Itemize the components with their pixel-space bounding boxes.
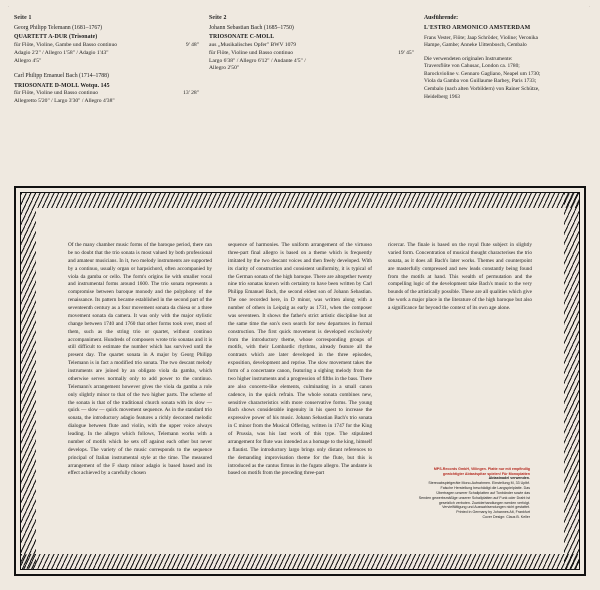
work-scoring: 13' 28" für Flöte, Violine und Basso continuo	[14, 89, 199, 96]
corner-mark-left: ·	[8, 4, 10, 9]
colophon-line: gewichtigter Abtastspitze spielen! Für Monoplatten	[442, 471, 530, 476]
composer-name: Carl Philipp Emanuel Bach (1714–1788)	[14, 73, 109, 80]
side-1-column	[14, 14, 199, 113]
colophon-line: Falsche Herstellung beschädigt die Langspielplatte. Das	[440, 486, 530, 491]
composer-name: Georg Philipp Telemann (1681–1767)	[14, 25, 103, 32]
work-subtitle: aus „Musikalisches Opfer" BWV 1079	[209, 41, 297, 48]
colophon-line: Übertragen unserer Schallplatten auf Tonbänder sowie das	[436, 490, 530, 495]
liner-paragraph: sequence of harmonies. The uniform arrangement of the virtuoso three-part final allegro is based on a theme which is frequently imitated by the two descant voices and then freely developed. With its clarity of construction and consistent uniformity, it is typical of the German sonata of the high baroque. There are altogether twenty nine trio sonatas known with certainty to have been written by Carl Philipp Emanuel Bach, the second eldest son of Johann Sebastian. The one recorded here, in D minor, was written along with a number of others in Leipzig as early as 1731, when the composer was seventeen. It shows the father's strict artistic discipline but at the same time the son's own search for new departures in formal construction. The first quick movement is developed exclusively from the introductory theme, whose corresponding groups of motifs, with their Lombardic rhythms, already feature all the contrasts which are later developed in the three episodes, exposition, development and reprise. The slow movement takes the form of a concertante canon, featuring a sighing melody from the two higher instruments and a progression of fifths in the bass. There are also concerto-like elements, culminating in a small canon cadence, in the quick refrain. The whole sonata combines new, sensitive characteristics with more conservative forms. The young Bach shows considerable ingenuity in his quest to increase the expressive power of his music. Johann Sebastian Bach's trio sonata in C minor from the Musical Offering, written in 1747 for the King of Prussia, was his last work of this type. The stipulated arrangement for flute was intended as a homage to the king, himself a flautist. The introductory largo brings only distant references to the demanding improvisation theme for the flute, but this is introduced as the cantus firmus in the fugato allegro. The andante is based on motifs from the preceding three-part	[228, 242, 372, 477]
colophon-line: Abtastnadel verwenden.	[488, 476, 530, 481]
liner-notes	[40, 212, 560, 550]
side-2-label: Seite 2	[209, 15, 227, 21]
instrument-line: Heidelberg 1963	[424, 93, 460, 100]
work-duration: 13' 28"	[183, 89, 199, 96]
performers-heading: Ausführende:	[424, 15, 459, 21]
work-entry	[209, 24, 414, 73]
ornamental-frame	[14, 186, 586, 576]
instruments-heading: Die verwendeten originalen Instrumente:	[424, 55, 513, 62]
work-title: QUARTETT A-DUR (Trisonate)	[14, 34, 98, 41]
movement-line: Allegretto 5'20" / Largo 3'30" / Allegro 4'38"	[14, 97, 115, 104]
work-duration: 19' 45"	[398, 49, 414, 56]
side-1-label: Seite 1	[14, 15, 32, 21]
instrument-line: Barockvioline v. Gennaro Gagliano, Neapel um 1730;	[424, 70, 541, 77]
liner-paragraph: Of the many chamber music forms of the baroque period, there can be no doubt that the trio sonata is most valued by both professional and amateur musicians. In it, two melody instruments are supported by a continuo, usually organ or harpsichord, often accompanied by viola da gamba or cello. The form's origins lie with smaller vocal and instrumental forms around 1600. The trio sonata represents a compromise between baroque monody and the polyphony of the renaissance. Its pattern became established in the second part of the seventeenth century as a four movement sonata da chiesa or a three movement sonata da camera. It was only with the major stylistic change between 1740 and 1760 that other forms took over, most of them, such as the string trio or quartet, without continuo accompaniment. Hundreds of composers wrote trio sonatas and it is still difficult to estimate the number which has survived until the present day. The quartet sonata in A major by Georg Philipp Telemann is in fact a modified trio sonata. The two descant melody instruments are joined by an obligato viola da gamba, which otherwise serves normally only to add power to the continuo. Telemann's arrangement however gives the viola da gamba a role only slightly minor to that of the two higher parts. The scheme of the sonata is that of the traditional church sonata with its slow — quick — slow — quick movement sequence. As in the standard trio sonata, the introductory adagio features a richly decorated melodic dialogue between flute and violin, with the upper voice always leading. In the allegro which follows, Telemann works with a number of motifs which he sets off against each other but never develops. The variety of the music corresponds to the sequence principal of Italian instrumental style at the time. The measured arrangement of the F sharp minor adagio is based based and its effect achieved by a carefully chosen	[68, 242, 212, 477]
colophon-line: Senden gewerbsmäßige unserer Schallplatten auf Funk oder Draht ist	[418, 495, 530, 500]
work-scoring: 19' 45" für Flöte, Violine und Basso continuo	[209, 49, 414, 56]
colophon-line: gesetzlich verboten. Zuwiderhandlungen werden verfolgt.	[438, 500, 530, 505]
colophon-line: Vervielfältigung und Auswahlsendungen nicht gestattet.	[442, 505, 530, 510]
colophon-line: Cover Design: Claus B. Keller	[482, 515, 530, 520]
instrument-line: Cembalo (nach alten Vorbildern) von Rainer Schütze,	[424, 85, 540, 92]
ensemble-name: L'ESTRO ARMONICO AMSTERDAM	[424, 25, 531, 32]
work-duration: 9' 48"	[185, 41, 199, 48]
colophon-line: MPS-Records GmbH, Villingen. Platte nur mit empfindlig	[433, 466, 530, 471]
instrument-line: Viola da Gamba von Guillaume Barbey, Paris 1733;	[424, 78, 537, 85]
corner-mark-right: ·	[588, 4, 590, 9]
track-listing-header	[0, 0, 600, 113]
movement-line: Adagio 2'2" / Allegro 1'58" / Adagio 1'43"	[14, 49, 109, 56]
instrument-line: Traversflöte von Cahusac, London ca. 1780;	[424, 63, 520, 70]
side-2-column	[209, 14, 414, 113]
movement-line: Allegro 2'50"	[209, 65, 240, 72]
work-entry	[14, 24, 199, 65]
work-title: TRIOSONATE C-MOLL	[209, 34, 275, 41]
work-entry	[14, 72, 199, 105]
movement-line: Allegro 4'5"	[14, 57, 42, 64]
performers-column	[424, 14, 586, 113]
movement-line: Largo 6'38" / Allegro 6'12" / Andante 4'5" /	[209, 57, 306, 64]
liner-column-1	[68, 242, 212, 542]
work-title: TRIOSONATE D-MOLL Wotqu. 145	[14, 82, 110, 89]
colophon	[348, 467, 530, 520]
colophon-line: Printed in Germany by Johannes Alt, Frankfurt	[456, 510, 530, 515]
ensemble-member-line: Frans Vester, Flöte; Jaap Schröder, Violine; Veronika	[424, 34, 538, 41]
colophon-line: Stereoabspielgeräte Mono-Aufnahmen. Einstellung M, 33 Uplbf.	[428, 481, 530, 486]
ensemble-member-line: Hampe, Gambe; Anneke Uittenbosch, Cembalo	[424, 42, 527, 49]
liner-paragraph: ricercar. The finale is based on the royal flute subject in slightly varied form. Concentration of musical thought characterises the trio sonata, as it does all Bach's later works. Themes and counterpoint are masterfully compressed and new leads constantly being found from the motifs at hand. This wealth of permutation and the compelling logic of the development take Bach's music to the very bounds of the artistically possible. These are all qualities which give the work a major place in the literature of the high baroque but also a significance far beyond the context of its own age alone.	[388, 242, 532, 311]
composer-name: Johann Sebastian Bach (1685–1750)	[209, 25, 294, 32]
work-scoring: 9' 48" für Flöte, Violine, Gambe und Basso continuo	[14, 41, 199, 48]
